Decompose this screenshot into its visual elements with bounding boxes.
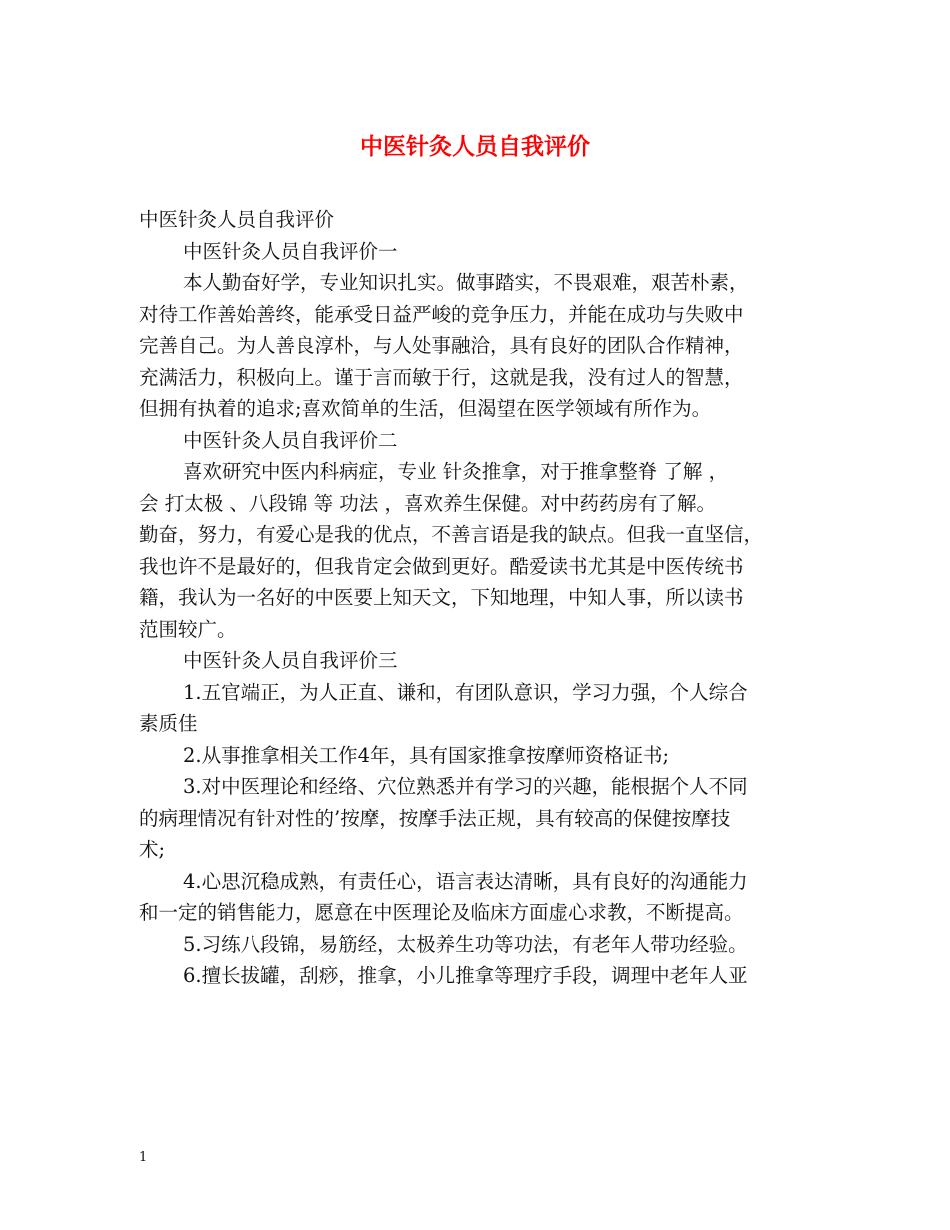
paragraph-line: 对待工作善始善终，能承受日益严峻的竞争压力，并能在成功与失败中	[139, 302, 744, 326]
document-title: 中医针灸人员自我评价	[360, 133, 590, 160]
paragraph-line: 完善自己。为人善良淳朴，与人处事融洽，具有良好的团队合作精神，	[139, 334, 744, 357]
list-item-line: 素质佳	[139, 712, 198, 735]
paragraph-line: 喜欢研究中医内科病症，专业 针灸推拿，对于推拿整脊 了解 ，	[183, 460, 729, 483]
paragraph-line: 充满活力，积极向上。谨于言而敏于行，这就是我，没有过人的智慧，	[139, 365, 744, 389]
paragraph-line: 但拥有执着的追求;喜欢简单的生活，但渴望在医学领域有所作为。	[139, 397, 712, 420]
list-item-line: 和一定的销售能力，愿意在中医理论及临床方面虚心求教，不断提高。	[139, 901, 744, 924]
paragraph-line: 籍，我认为一名好的中医要上知天文，下知地理，中知人事，所以读书	[139, 586, 744, 609]
heading-line: 中医针灸人员自我评价	[139, 208, 335, 231]
paragraph-line: 勤奋，努力，有爱心是我的优点，不善言语是我的缺点。但我一直坚信，	[139, 523, 764, 546]
document-body	[139, 204, 819, 992]
list-item-line: 1.五官端正，为人正直、谦和，有团队意识，学习力强，个人综合	[183, 680, 748, 704]
page-number: 1	[139, 1150, 148, 1165]
paragraph-line: 范围较广。	[139, 617, 237, 641]
section-heading-3: 中医针灸人员自我评价三	[183, 649, 398, 672]
list-item-line: 的病理情况有针对性的’按摩，按摩手法正规，具有较高的保健按摩技	[139, 806, 731, 830]
list-item-line: 5.习练八段锦，易筋经，太极养生功等功法，有老年人带功经验。	[183, 932, 748, 956]
list-item-line: 6.擅长拔罐，刮痧，推拿，小儿推拿等理疗手段，调理中老年人亚	[183, 964, 748, 987]
paragraph-line: 本人勤奋好学，专业知识扎实。做事踏实，不畏艰难，艰苦朴素，	[183, 271, 749, 294]
paragraph-line: 会 打太极 、八段锦 等 功法 ，喜欢养生保健。对中药药房有了解。	[139, 491, 716, 515]
list-item-line: 2.从事推拿相关工作4年，具有国家推拿按摩师资格证书;	[183, 743, 670, 767]
section-heading-2: 中医针灸人员自我评价二	[183, 428, 398, 452]
list-item-line: 4.心思沉稳成熟，有责任心，语言表达清晰，具有良好的沟通能力	[183, 869, 748, 893]
section-heading-1: 中医针灸人员自我评价一	[183, 239, 398, 263]
list-item-line: 术;	[139, 838, 166, 861]
list-item-line: 3.对中医理论和经络、穴位熟悉并有学习的兴趣，能根据个人不同	[183, 775, 748, 798]
paragraph-line: 我也许不是最好的，但我肯定会做到更好。酷爱读书尤其是中医传统书	[139, 554, 744, 578]
